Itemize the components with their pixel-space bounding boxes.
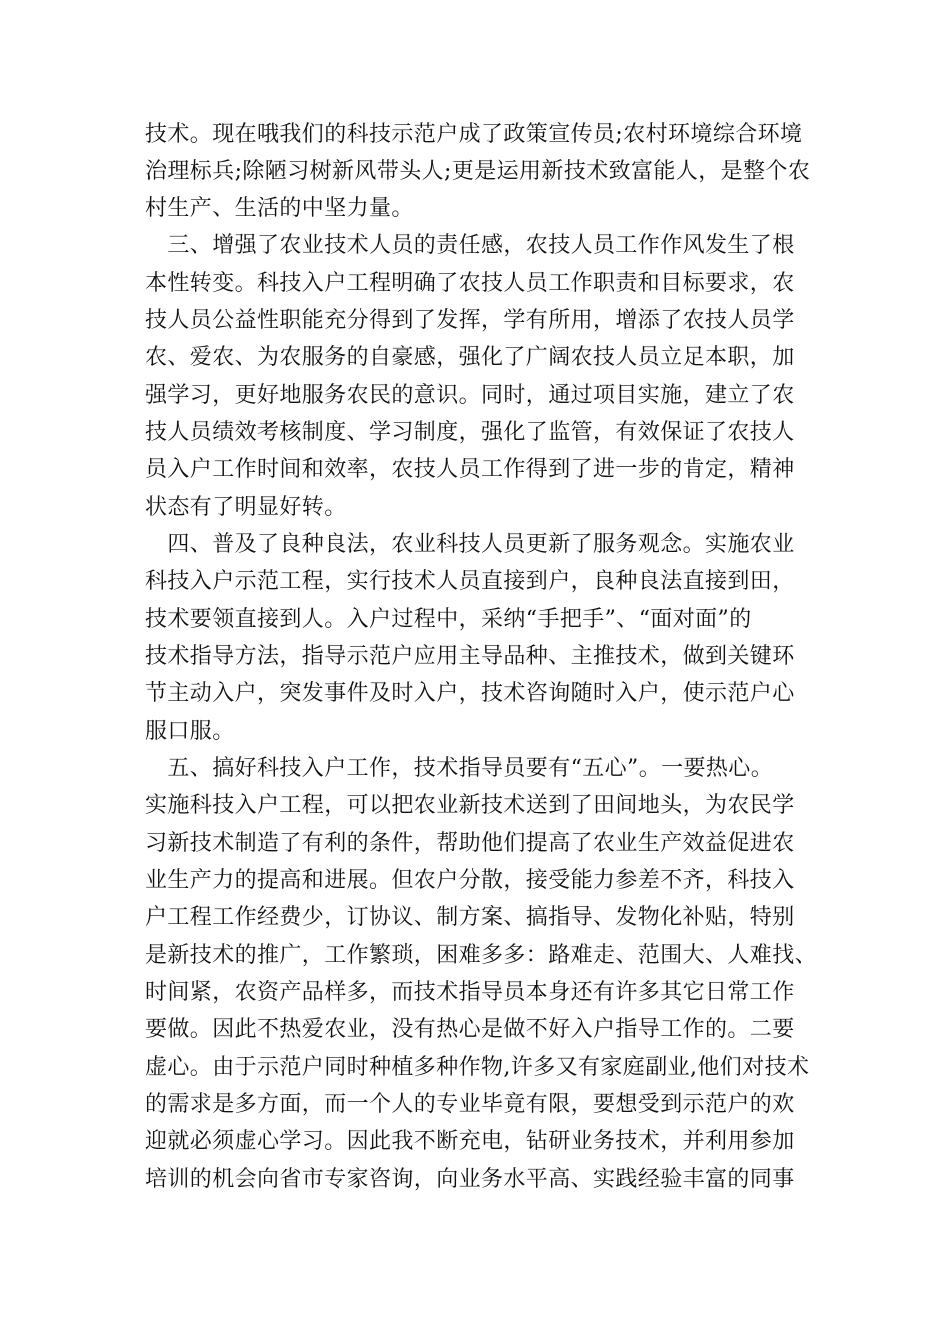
text-line: 虚心。由于示范户同时种植多种作物,许多又有家庭副业,他们对技术	[145, 1055, 810, 1080]
text-line: 户工程工作经费少，订协议、制方案、搞指导、发物化补贴，特别	[145, 905, 795, 930]
text-line: 三、增强了农业技术人员的责任感，农技人员工作作风发生了根	[145, 233, 795, 258]
text-line: 是新技术的推广，工作繁琐，困难多多：路难走、范围大、人难找、	[145, 943, 818, 968]
text-line: 服口服。	[145, 719, 235, 744]
text-line: 技人员公益性职能充分得到了发挥，学有所用，增添了农技人员学	[145, 308, 795, 333]
text-line: 状态有了明显好转。	[145, 495, 347, 520]
text-line: 治理标兵;除陋习树新风带头人;更是运用新技术致富能人，是整个农	[145, 159, 811, 184]
text-line: 时间紧，农资产品样多，而技术指导员本身还有许多其它日常工作	[145, 980, 795, 1005]
text-line: 技术要领直接到人。入户过程中，采纳“手把手”、“面对面”的	[145, 607, 752, 632]
text-line: 习新技术制造了有利的条件，帮助他们提高了农业生产效益促进农	[145, 831, 795, 856]
text-line: 村生产、生活的中坚力量。	[145, 196, 414, 221]
text-line: 的需求是多方面，而一个人的专业毕竟有限，要想受到示范户的欢	[145, 1092, 795, 1117]
text-line: 四、普及了良种良法，农业科技人员更新了服务观念。实施农业	[145, 532, 795, 557]
text-line: 五、搞好科技入户工作，技术指导员要有“五心”。一要热心。	[145, 756, 774, 781]
text-line: 培训的机会向省市专家咨询，向业务水平高、实践经验丰富的同事	[145, 1167, 795, 1192]
text-line: 技术。现在哦我们的科技示范户成了政策宣传员;农村环境综合环境	[145, 122, 803, 147]
text-line: 技人员绩效考核制度、学习制度，强化了监管，有效保证了农技人	[145, 420, 795, 445]
text-line: 技术指导方法，指导示范户应用主导品种、主推技术，做到关键环	[145, 644, 795, 669]
text-line: 科技入户示范工程，实行技术人员直接到户，良种良法直接到田，	[145, 569, 795, 594]
text-line: 农、爱农、为农服务的自豪感，强化了广阔农技人员立足本职，加	[145, 345, 795, 370]
text-line: 本性转变。科技入户工程明确了农技人员工作职责和目标要求，农	[145, 271, 795, 296]
text-line: 实施科技入户工程，可以把农业新技术送到了田间地头，为农民学	[145, 793, 795, 818]
text-line: 迎就必须虚心学习。因此我不断充电，钻研业务技术，并利用参加	[145, 1129, 795, 1154]
text-line: 业生产力的提高和进展。但农户分散，接受能力参差不齐，科技入	[145, 868, 795, 893]
text-line: 要做。因此不热爱农业，没有热心是做不好入户指导工作的。二要	[145, 1017, 795, 1042]
text-line: 员入户工作时间和效率，农技人员工作得到了进一步的肯定，精神	[145, 457, 795, 482]
text-line: 节主动入户，突发事件及时入户，技术咨询随时入户，使示范户心	[145, 681, 795, 706]
text-line: 强学习，更好地服务农民的意识。同时，通过项目实施，建立了农	[145, 383, 795, 408]
